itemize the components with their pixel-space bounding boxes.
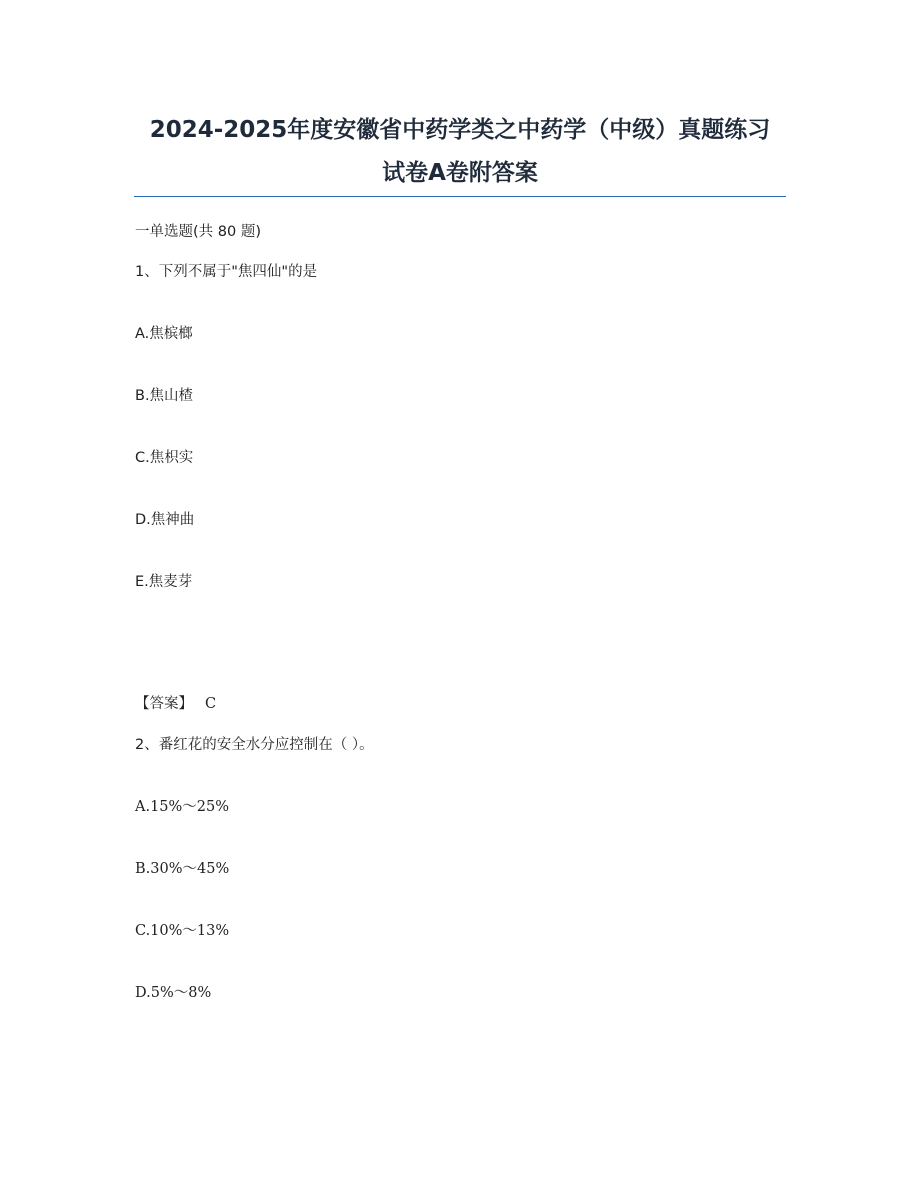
question-2-stem: 2、番红花的安全水分应控制在（ ）。 <box>135 737 374 753</box>
question-2-option-c: C.10%～13% <box>135 923 230 939</box>
question-2-option-a: A.15%～25% <box>135 799 230 815</box>
question-1-option-c: C.焦枳实 <box>135 450 194 466</box>
question-2-option-d: D.5%～8% <box>135 985 212 1001</box>
question-2-option-b: B.30%～45% <box>135 861 230 877</box>
question-1-stem: 1、下列不属于"焦四仙"的是 <box>135 264 318 280</box>
question-1-option-d: D.焦神曲 <box>135 512 195 528</box>
answer-label: 【答案】 <box>135 696 193 712</box>
title-divider <box>134 196 786 197</box>
answer-value: C <box>205 696 217 712</box>
question-1-option-a: A.焦槟榔 <box>135 326 193 342</box>
document-title-line2: 试卷A卷附答案 <box>382 160 538 186</box>
question-1-answer <box>135 694 216 714</box>
question-1-option-b: B.焦山楂 <box>135 388 194 404</box>
document-title-line1: 2024-2025年度安徽省中药学类之中药学（中级）真题练习 <box>149 117 771 143</box>
question-1-option-e: E.焦麦芽 <box>135 574 193 590</box>
section-heading: 一单选题(共 80 题) <box>135 224 261 240</box>
